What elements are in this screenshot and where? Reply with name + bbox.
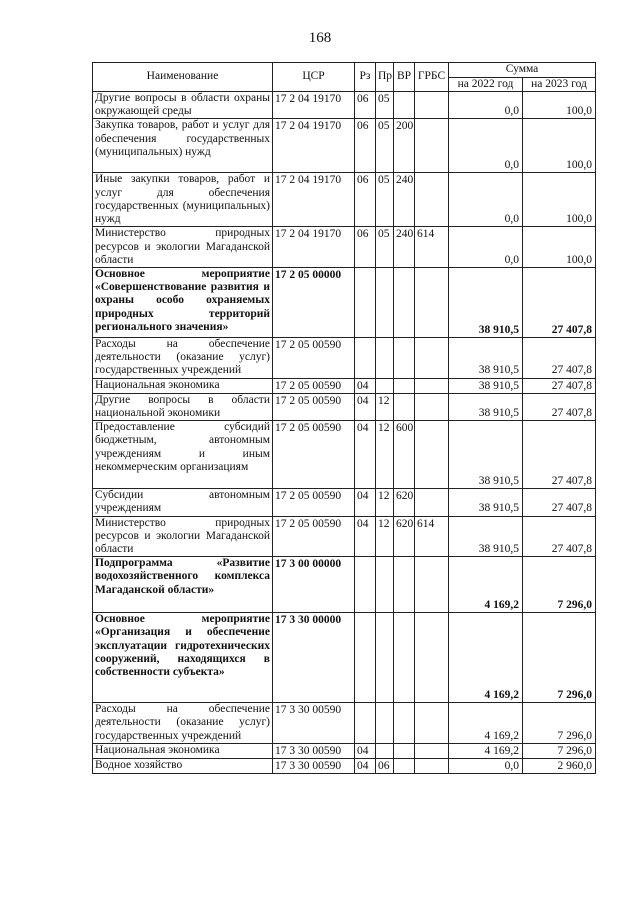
- table-cell-pr: 06: [376, 759, 394, 774]
- table-cell-grbs: [415, 378, 449, 393]
- table-cell-grbs: [415, 557, 449, 613]
- table-cell-grbs: [415, 173, 449, 227]
- table-cell-name: Иные закупки товаров, работ и услуг для обеспечения государственных (муниципальных) нужд: [93, 173, 273, 227]
- table-row: [93, 759, 596, 774]
- table-cell-name: Другие вопросы в области охраны окружающей среды: [93, 92, 273, 119]
- table-cell-name: Расходы на обеспечение деятельности (оказание услуг) государственных учреждений: [93, 703, 273, 744]
- table-cell-grbs: [415, 421, 449, 489]
- table-cell-name: Основное мероприятие «Совершенствование развития и охраны особо охраняемых природных территорий регионального значения»: [93, 268, 273, 338]
- table-cell-name: Основное мероприятие «Организация и обеспечение эксплуатации гидротехнических сооружений, находящихся в собственности субъекта»: [93, 613, 273, 703]
- table-row: [93, 703, 596, 744]
- table-cell-pr: [376, 268, 394, 338]
- table-cell-name: Подпрограмма «Развитие водохозяйственного комплекса Магаданской области»: [93, 557, 273, 613]
- table-cell-grbs: [415, 268, 449, 338]
- table-cell-rz: 04: [355, 743, 376, 758]
- table-cell-vr: [394, 613, 415, 703]
- table-cell-name: Национальная экономика: [93, 743, 273, 758]
- table-row: [93, 378, 596, 393]
- table-cell-vr: [394, 759, 415, 774]
- table-cell-pr: [376, 557, 394, 613]
- table-row: [93, 173, 596, 227]
- table-row: [93, 268, 596, 338]
- table-cell-pr: [376, 378, 394, 393]
- header-sum: Сумма: [449, 63, 596, 78]
- table-cell-2023: 100,0: [523, 227, 596, 268]
- table-cell-csr: 17 3 30 00590: [273, 743, 355, 758]
- table-cell-csr: 17 2 05 00000: [273, 268, 355, 338]
- table-cell-grbs: 614: [415, 516, 449, 557]
- table-cell-grbs: [415, 338, 449, 379]
- table-row: [93, 557, 596, 613]
- table-cell-rz: 06: [355, 119, 376, 173]
- table-cell-csr: 17 2 04 19170: [273, 173, 355, 227]
- table-cell-2022: 0,0: [449, 173, 523, 227]
- table-cell-name: Водное хозяйство: [93, 759, 273, 774]
- header-row-1: [93, 63, 596, 78]
- table-cell-2023: 27 407,8: [523, 268, 596, 338]
- header-grbs: ГРБС: [415, 63, 449, 92]
- table-cell-rz: 06: [355, 173, 376, 227]
- table-cell-2022: 0,0: [449, 92, 523, 119]
- table-cell-2022: 4 169,2: [449, 743, 523, 758]
- table-row: [93, 613, 596, 703]
- table-row: [93, 489, 596, 516]
- table-cell-csr: 17 2 05 00590: [273, 516, 355, 557]
- table-cell-2023: 7 296,0: [523, 557, 596, 613]
- table-row: [93, 338, 596, 379]
- header-year-2023: на 2023 год: [523, 77, 596, 92]
- table-cell-csr: 17 3 00 00000: [273, 557, 355, 613]
- table-cell-2023: 27 407,8: [523, 489, 596, 516]
- table-cell-pr: [376, 338, 394, 379]
- table-cell-vr: 600: [394, 421, 415, 489]
- table-cell-2023: 100,0: [523, 119, 596, 173]
- table-cell-name: Предоставление субсидий бюджетным, автономным учреждениям и иным некоммерческим организациям: [93, 421, 273, 489]
- table-cell-name: Другие вопросы в области национальной экономики: [93, 393, 273, 420]
- table-cell-2022: 38 910,5: [449, 378, 523, 393]
- table-cell-2023: 27 407,8: [523, 516, 596, 557]
- table-cell-vr: [394, 743, 415, 758]
- table-cell-grbs: [415, 92, 449, 119]
- table-cell-2022: 38 910,5: [449, 338, 523, 379]
- table-cell-rz: 04: [355, 759, 376, 774]
- table-cell-grbs: 614: [415, 227, 449, 268]
- table-cell-csr: 17 2 05 00590: [273, 338, 355, 379]
- table-cell-csr: 17 3 30 00000: [273, 613, 355, 703]
- table-cell-2023: 2 960,0: [523, 759, 596, 774]
- table-cell-2022: 4 169,2: [449, 557, 523, 613]
- table-cell-rz: [355, 613, 376, 703]
- table-cell-2022: 4 169,2: [449, 703, 523, 744]
- table-cell-2022: 38 910,5: [449, 516, 523, 557]
- table-cell-grbs: [415, 743, 449, 758]
- table-cell-vr: [394, 378, 415, 393]
- table-cell-pr: 12: [376, 516, 394, 557]
- table-cell-csr: 17 3 30 00590: [273, 759, 355, 774]
- table-cell-pr: [376, 703, 394, 744]
- table-row: [93, 516, 596, 557]
- table-cell-2022: 38 910,5: [449, 268, 523, 338]
- table-cell-rz: [355, 268, 376, 338]
- table-cell-grbs: [415, 393, 449, 420]
- table-cell-pr: 12: [376, 393, 394, 420]
- table-cell-vr: 240: [394, 173, 415, 227]
- table-cell-2022: 0,0: [449, 119, 523, 173]
- table-cell-csr: 17 2 05 00590: [273, 393, 355, 420]
- table-cell-2022: 38 910,5: [449, 393, 523, 420]
- table-cell-2022: 4 169,2: [449, 613, 523, 703]
- table-cell-vr: 620: [394, 489, 415, 516]
- table-cell-pr: 05: [376, 119, 394, 173]
- table-cell-2023: 27 407,8: [523, 421, 596, 489]
- header-rz: Рз: [355, 63, 376, 92]
- table-row: [93, 119, 596, 173]
- table-cell-name: Закупка товаров, работ и услуг для обеспечения государственных (муниципальных) нужд: [93, 119, 273, 173]
- table-cell-grbs: [415, 759, 449, 774]
- table-cell-pr: [376, 613, 394, 703]
- table-cell-pr: 12: [376, 489, 394, 516]
- table-cell-2022: 38 910,5: [449, 421, 523, 489]
- table-cell-2023: 27 407,8: [523, 338, 596, 379]
- table-cell-grbs: [415, 703, 449, 744]
- header-csr: ЦСР: [273, 63, 355, 92]
- header-name: Наименование: [93, 63, 273, 92]
- table-cell-vr: 200: [394, 119, 415, 173]
- table-cell-csr: 17 2 05 00590: [273, 378, 355, 393]
- table-cell-2022: 0,0: [449, 227, 523, 268]
- table-cell-csr: 17 2 05 00590: [273, 421, 355, 489]
- table-cell-rz: 06: [355, 227, 376, 268]
- table-cell-csr: 17 2 04 19170: [273, 92, 355, 119]
- table-cell-rz: 04: [355, 516, 376, 557]
- table-cell-name: Национальная экономика: [93, 378, 273, 393]
- table-body: [93, 92, 596, 774]
- table-cell-pr: 05: [376, 227, 394, 268]
- table-cell-csr: 17 2 04 19170: [273, 227, 355, 268]
- table-cell-grbs: [415, 119, 449, 173]
- table-cell-2023: 7 296,0: [523, 703, 596, 744]
- table-cell-2022: 38 910,5: [449, 489, 523, 516]
- header-vr: ВР: [394, 63, 415, 92]
- table-row: [93, 393, 596, 420]
- header-pr: Пр: [376, 63, 394, 92]
- table-row: [93, 421, 596, 489]
- table-cell-pr: 05: [376, 173, 394, 227]
- table-cell-vr: [394, 703, 415, 744]
- table-cell-vr: 620: [394, 516, 415, 557]
- budget-table: [92, 62, 596, 774]
- table-cell-csr: 17 2 05 00590: [273, 489, 355, 516]
- table-cell-name: Субсидии автономным учреждениям: [93, 489, 273, 516]
- table-cell-2023: 27 407,8: [523, 378, 596, 393]
- table-cell-2023: 7 296,0: [523, 613, 596, 703]
- table-cell-pr: 12: [376, 421, 394, 489]
- table-cell-rz: [355, 557, 376, 613]
- table-cell-name: Расходы на обеспечение деятельности (оказание услуг) государственных учреждений: [93, 338, 273, 379]
- table-cell-grbs: [415, 613, 449, 703]
- header-year-2022: на 2022 год: [449, 77, 523, 92]
- table-cell-vr: [394, 268, 415, 338]
- table-cell-vr: [394, 393, 415, 420]
- table-cell-pr: 05: [376, 92, 394, 119]
- table-cell-rz: 04: [355, 489, 376, 516]
- table-cell-2023: 100,0: [523, 173, 596, 227]
- table-cell-pr: [376, 743, 394, 758]
- table-cell-rz: 04: [355, 378, 376, 393]
- table-cell-vr: 240: [394, 227, 415, 268]
- table-cell-vr: [394, 92, 415, 119]
- page-number: 168: [308, 30, 332, 46]
- table-cell-name: Министерство природных ресурсов и экологии Магаданской области: [93, 516, 273, 557]
- table-cell-name: Министерство природных ресурсов и экологии Магаданской области: [93, 227, 273, 268]
- table-cell-2023: 27 407,8: [523, 393, 596, 420]
- table-cell-rz: 04: [355, 393, 376, 420]
- table-cell-rz: [355, 703, 376, 744]
- table-cell-2023: 100,0: [523, 92, 596, 119]
- table-row: [93, 743, 596, 758]
- table-cell-2022: 0,0: [449, 759, 523, 774]
- table-cell-rz: [355, 338, 376, 379]
- table-cell-grbs: [415, 489, 449, 516]
- table-cell-rz: 06: [355, 92, 376, 119]
- table-row: [93, 227, 596, 268]
- table-cell-csr: 17 2 04 19170: [273, 119, 355, 173]
- table-cell-vr: [394, 338, 415, 379]
- table-cell-2023: 7 296,0: [523, 743, 596, 758]
- table-cell-vr: [394, 557, 415, 613]
- table-cell-rz: 04: [355, 421, 376, 489]
- table-cell-csr: 17 3 30 00590: [273, 703, 355, 744]
- table-row: [93, 92, 596, 119]
